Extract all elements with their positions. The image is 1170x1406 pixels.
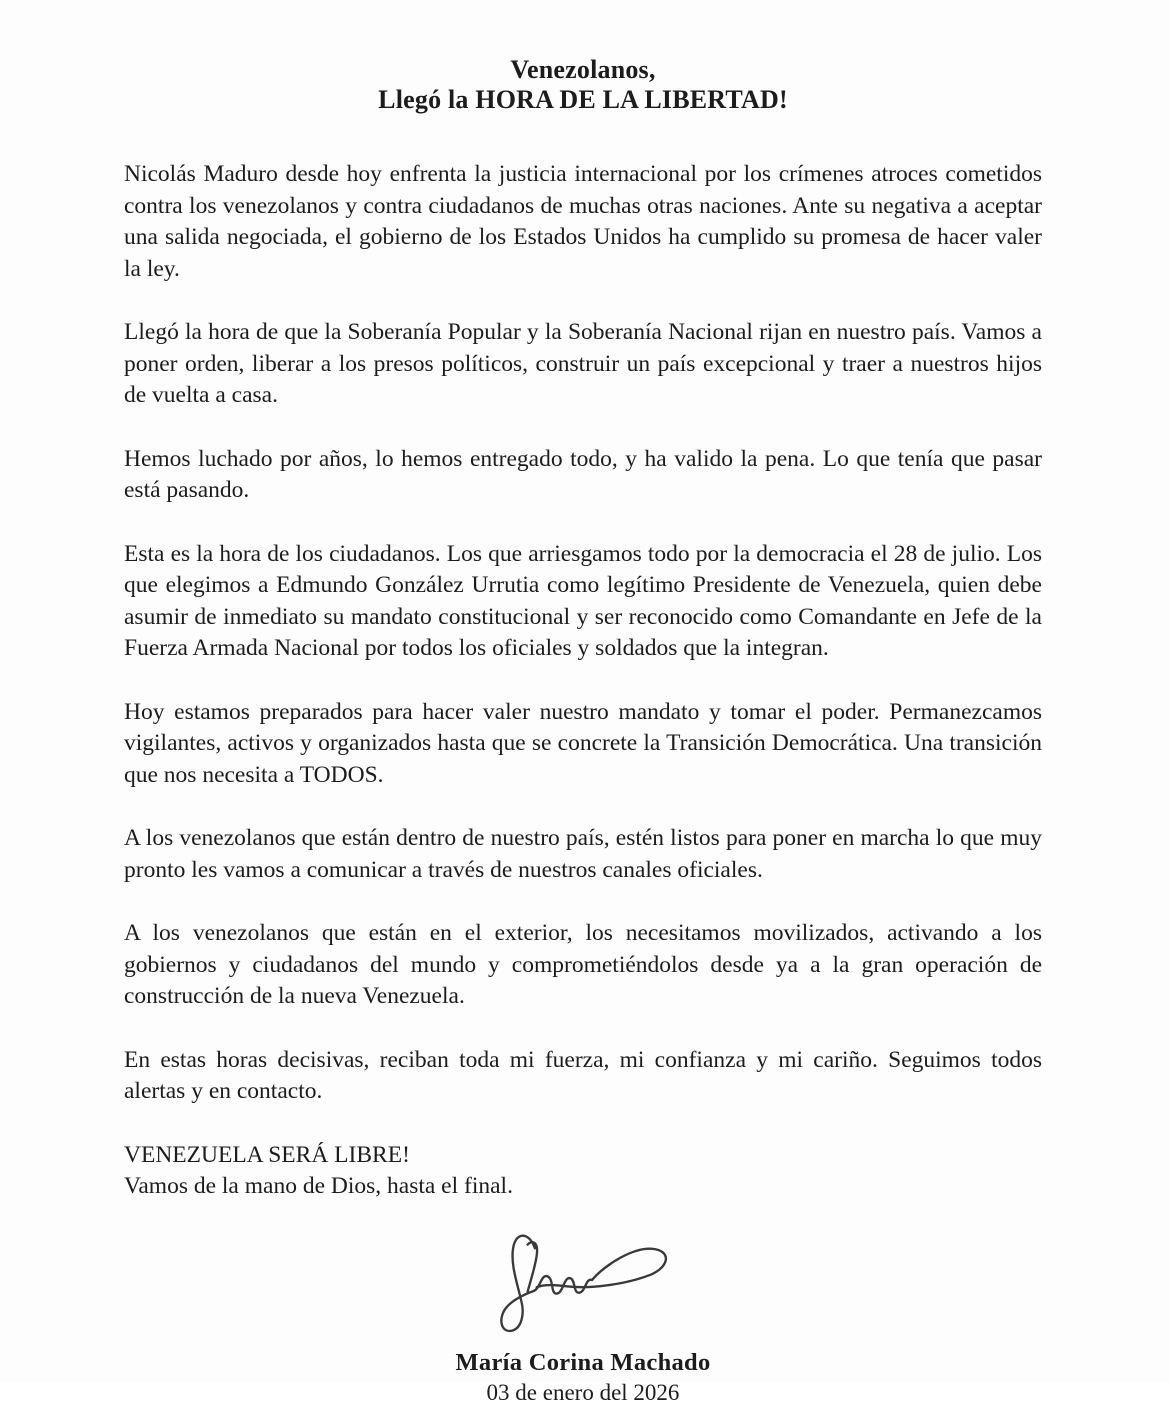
closing-line-1: VENEZUELA SERÁ LIBRE! xyxy=(124,1141,410,1168)
paragraph-horas-decisivas: En estas horas decisivas, reciban toda mi fuerza, mi confianza y mi cariño. Seguimos todos alertas y en contacto. xyxy=(124,1046,1042,1104)
title-line-1: Venezolanos, xyxy=(510,55,656,84)
signature-icon xyxy=(478,1221,688,1339)
paragraph-venezolanos-exterior: A los venezolanos que están en el exterior, los necesitamos movilizados, activando a los gobiernos y ciudadanos del mundo y comprometiéndolos desde ya a la gran operación de construcción de la nueva Venezuela. xyxy=(124,920,1042,1009)
signature-block xyxy=(124,1221,1042,1341)
document-title xyxy=(124,55,1042,115)
paragraph-venezolanos-dentro: A los venezolanos que están dentro de nuestro país, estén listos para poner en marcha lo que muy pronto les vamos a comunicar a través de nuestros canales oficiales. xyxy=(124,825,1042,883)
paragraph-hemos-luchado: Hemos luchado por años, lo hemos entregado todo, y ha valido la pena. Lo que tenía que pasar está pasando. xyxy=(124,445,1042,503)
paragraph-tomar-el-poder: Hoy estamos preparados para hacer valer nuestro mandato y tomar el poder. Permanezcamos vigilantes, activos y organizados hasta que se concrete la Transición Democrática. Una transición que nos necesita a TODOS. xyxy=(124,698,1042,788)
paragraph-soberania: Llegó la hora de que la Soberanía Popular y la Soberanía Nacional rijan en nuestro país. Vamos a poner orden, liberar a los presos políticos, construir un país excepcional y traer a nuestros hijos de vuelta a casa. xyxy=(124,319,1042,408)
paragraph-maduro-justice: Nicolás Maduro desde hoy enfrenta la justicia internacional por los crímenes atroces cometidos contra los venezolanos y contra ciudadanos de muchas otras naciones. Ante su negativa a aceptar una salida negociada, el gobierno de los Estados Unidos ha cumplido su promesa de hacer valer la ley. xyxy=(124,161,1042,282)
closing-block xyxy=(124,1140,1042,1203)
title-line-2: Llegó la HORA DE LA LIBERTAD! xyxy=(378,85,788,114)
signature-date: 03 de enero del 2026 xyxy=(486,1379,680,1405)
paragraph-hora-ciudadanos: Esta es la hora de los ciudadanos. Los que arriesgamos todo por la democracia el 28 de julio. Los que elegimos a Edmundo González Urrutia como legítimo Presidente de Venezuela, quien debe asumir de inmediato su mandato constitucional y ser reconocido como Comandante en Jefe de la Fuerza Armada Nacional por todos los oficiales y soldados que la integran. xyxy=(124,540,1042,661)
closing-line-2: Vamos de la mano de Dios, hasta el final. xyxy=(124,1173,513,1199)
signatory-name: María Corina Machado xyxy=(455,1348,711,1376)
